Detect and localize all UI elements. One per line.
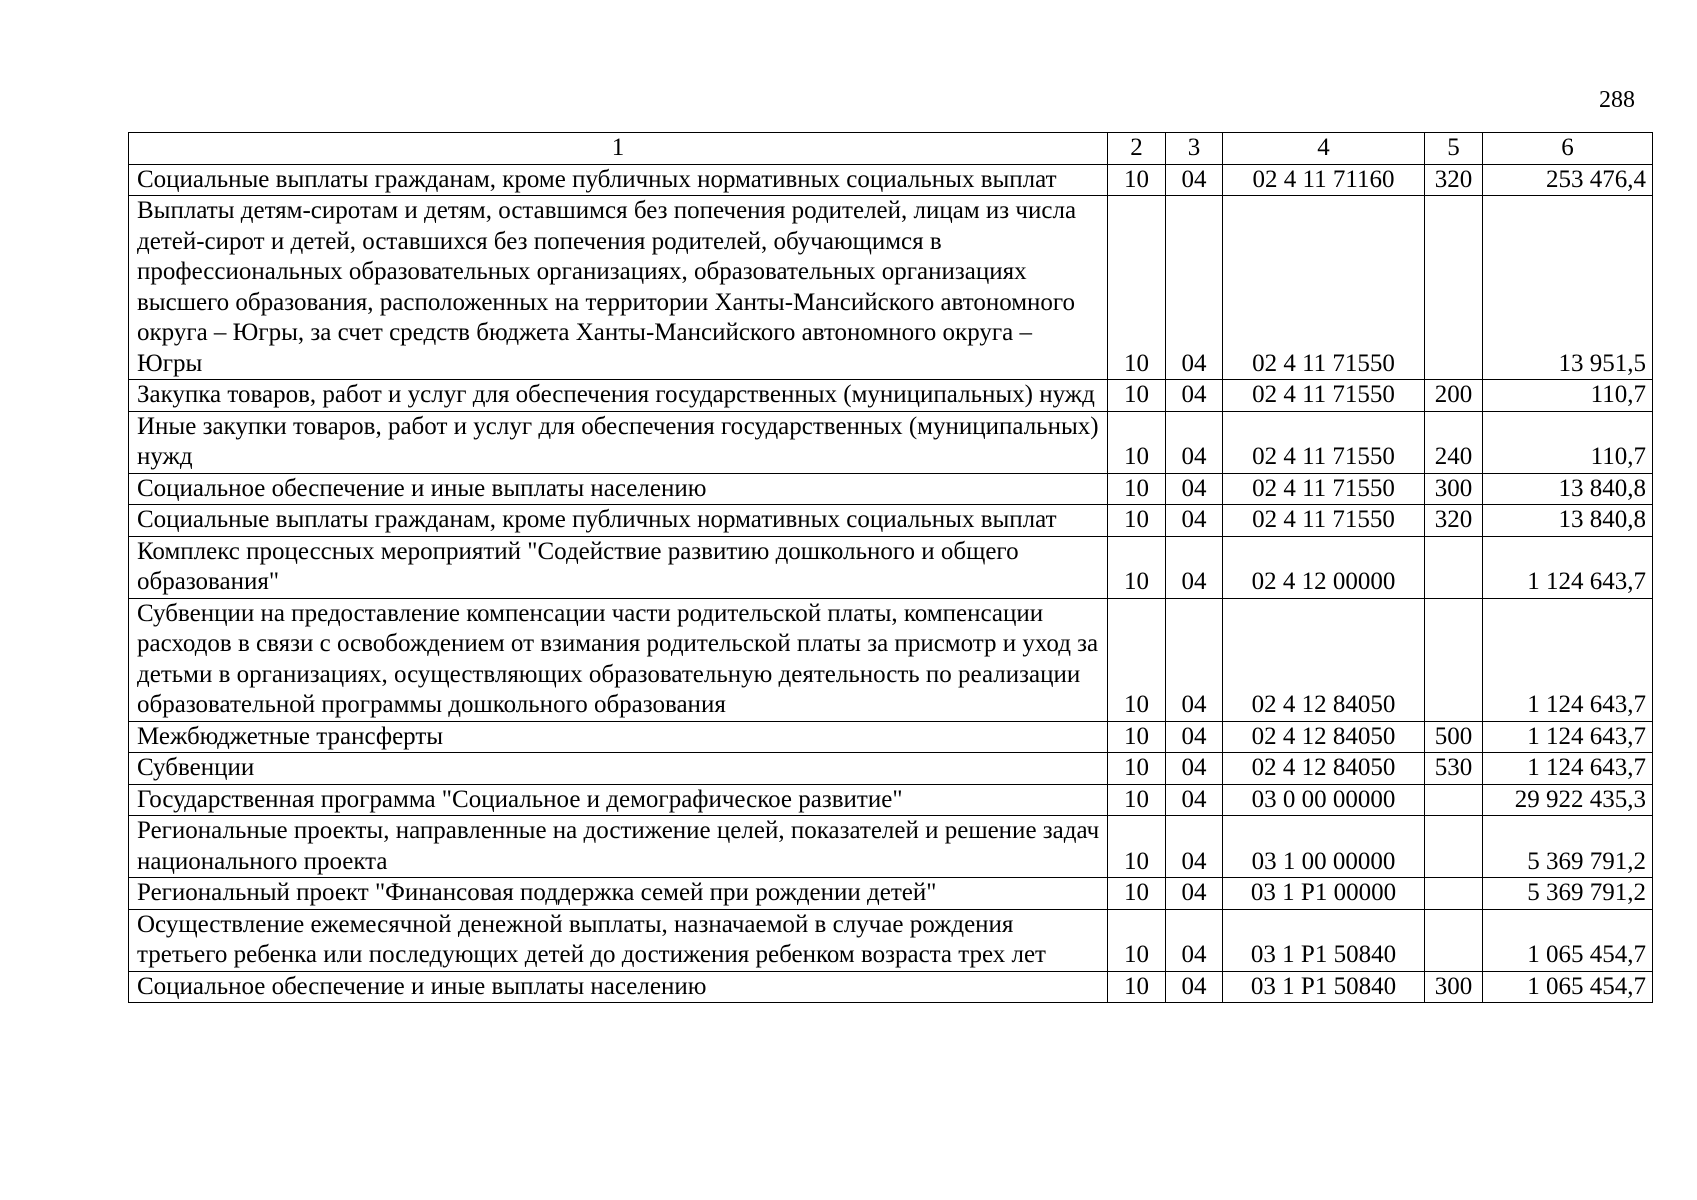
expense-type-cell: 320 bbox=[1425, 164, 1483, 196]
expense-type-cell: 300 bbox=[1425, 473, 1483, 505]
section-code-cell: 10 bbox=[1108, 411, 1166, 473]
amount-cell: 1 065 454,7 bbox=[1483, 909, 1653, 971]
amount-cell: 1 065 454,7 bbox=[1483, 971, 1653, 1003]
section-code-cell: 10 bbox=[1108, 971, 1166, 1003]
column-header: 1 bbox=[129, 133, 1108, 165]
expense-type-cell bbox=[1425, 196, 1483, 380]
amount-cell: 5 369 791,2 bbox=[1483, 878, 1653, 910]
subsection-code-cell: 04 bbox=[1166, 598, 1223, 721]
table-row bbox=[129, 909, 1653, 971]
table-row bbox=[129, 380, 1653, 412]
row-name-cell: Государственная программа "Социальное и демографическое развитие" bbox=[129, 784, 1108, 816]
expense-type-cell: 200 bbox=[1425, 380, 1483, 412]
table-row bbox=[129, 971, 1653, 1003]
section-code-cell: 10 bbox=[1108, 196, 1166, 380]
row-name-cell: Социальное обеспечение и иные выплаты населению bbox=[129, 473, 1108, 505]
target-article-cell: 02 4 12 84050 bbox=[1223, 721, 1425, 753]
row-name-cell: Субвенции на предоставление компенсации части родительской платы, компенсации расходов в связи с освобождением от взимания родительской платы за присмотр и уход за детьми в организациях, осуществляющих образовательную деятельность по реализации образовательной программы дошкольного образования bbox=[129, 598, 1108, 721]
column-header: 2 bbox=[1108, 133, 1166, 165]
section-code-cell: 10 bbox=[1108, 473, 1166, 505]
section-code-cell: 10 bbox=[1108, 909, 1166, 971]
target-article-cell: 02 4 11 71550 bbox=[1223, 411, 1425, 473]
section-code-cell: 10 bbox=[1108, 753, 1166, 785]
row-name-cell: Осуществление ежемесячной денежной выплаты, назначаемой в случае рождения третьего ребенка или последующих детей до достижения ребенком возраста трех лет bbox=[129, 909, 1108, 971]
table-row bbox=[129, 784, 1653, 816]
table-row bbox=[129, 816, 1653, 878]
table-row bbox=[129, 473, 1653, 505]
expense-type-cell bbox=[1425, 784, 1483, 816]
expense-type-cell: 240 bbox=[1425, 411, 1483, 473]
subsection-code-cell: 04 bbox=[1166, 971, 1223, 1003]
row-name-cell: Социальные выплаты гражданам, кроме публичных нормативных социальных выплат bbox=[129, 164, 1108, 196]
section-code-cell: 10 bbox=[1108, 380, 1166, 412]
amount-cell: 1 124 643,7 bbox=[1483, 598, 1653, 721]
row-name-cell: Региональный проект "Финансовая поддержка семей при рождении детей" bbox=[129, 878, 1108, 910]
section-code-cell: 10 bbox=[1108, 816, 1166, 878]
column-header: 3 bbox=[1166, 133, 1223, 165]
target-article-cell: 03 1 00 00000 bbox=[1223, 816, 1425, 878]
section-code-cell: 10 bbox=[1108, 536, 1166, 598]
amount-cell: 5 369 791,2 bbox=[1483, 816, 1653, 878]
row-name-cell: Субвенции bbox=[129, 753, 1108, 785]
expense-type-cell: 320 bbox=[1425, 505, 1483, 537]
subsection-code-cell: 04 bbox=[1166, 721, 1223, 753]
subsection-code-cell: 04 bbox=[1166, 380, 1223, 412]
target-article-cell: 02 4 11 71160 bbox=[1223, 164, 1425, 196]
expense-type-cell: 530 bbox=[1425, 753, 1483, 785]
row-name-cell: Выплаты детям-сиротам и детям, оставшимся без попечения родителей, лицам из числа детей-сирот и детей, оставшихся без попечения родителей, обучающимся в профессиональных образовательных организациях, образовательных организациях высшего образования, расположенных на территории Ханты-Мансийского автономного округа – Югры, за счет средств бюджета Ханты-Мансийского автономного округа – Югры bbox=[129, 196, 1108, 380]
amount-cell: 110,7 bbox=[1483, 411, 1653, 473]
column-header: 6 bbox=[1483, 133, 1653, 165]
amount-cell: 1 124 643,7 bbox=[1483, 753, 1653, 785]
subsection-code-cell: 04 bbox=[1166, 909, 1223, 971]
expense-type-cell: 500 bbox=[1425, 721, 1483, 753]
subsection-code-cell: 04 bbox=[1166, 196, 1223, 380]
table-row bbox=[129, 536, 1653, 598]
table-row bbox=[129, 721, 1653, 753]
target-article-cell: 02 4 11 71550 bbox=[1223, 473, 1425, 505]
table-row bbox=[129, 505, 1653, 537]
row-name-cell: Региональные проекты, направленные на достижение целей, показателей и решение задач национального проекта bbox=[129, 816, 1108, 878]
target-article-cell: 02 4 12 00000 bbox=[1223, 536, 1425, 598]
section-code-cell: 10 bbox=[1108, 784, 1166, 816]
expense-type-cell bbox=[1425, 598, 1483, 721]
target-article-cell: 03 1 Р1 50840 bbox=[1223, 971, 1425, 1003]
subsection-code-cell: 04 bbox=[1166, 411, 1223, 473]
expense-type-cell bbox=[1425, 878, 1483, 910]
target-article-cell: 03 1 Р1 00000 bbox=[1223, 878, 1425, 910]
subsection-code-cell: 04 bbox=[1166, 505, 1223, 537]
section-code-cell: 10 bbox=[1108, 878, 1166, 910]
row-name-cell: Социальные выплаты гражданам, кроме публичных нормативных социальных выплат bbox=[129, 505, 1108, 537]
target-article-cell: 02 4 11 71550 bbox=[1223, 380, 1425, 412]
column-header: 4 bbox=[1223, 133, 1425, 165]
target-article-cell: 03 1 Р1 50840 bbox=[1223, 909, 1425, 971]
subsection-code-cell: 04 bbox=[1166, 753, 1223, 785]
subsection-code-cell: 04 bbox=[1166, 816, 1223, 878]
row-name-cell: Межбюджетные трансферты bbox=[129, 721, 1108, 753]
amount-cell: 13 840,8 bbox=[1483, 505, 1653, 537]
table-row bbox=[129, 753, 1653, 785]
section-code-cell: 10 bbox=[1108, 505, 1166, 537]
amount-cell: 29 922 435,3 bbox=[1483, 784, 1653, 816]
page-number: 288 bbox=[1599, 87, 1635, 113]
table-row bbox=[129, 164, 1653, 196]
table-row bbox=[129, 598, 1653, 721]
row-name-cell: Иные закупки товаров, работ и услуг для обеспечения государственных (муниципальных) нужд bbox=[129, 411, 1108, 473]
amount-cell: 253 476,4 bbox=[1483, 164, 1653, 196]
row-name-cell: Закупка товаров, работ и услуг для обеспечения государственных (муниципальных) нужд bbox=[129, 380, 1108, 412]
column-header: 5 bbox=[1425, 133, 1483, 165]
table-row bbox=[129, 411, 1653, 473]
subsection-code-cell: 04 bbox=[1166, 164, 1223, 196]
table-row bbox=[129, 878, 1653, 910]
row-name-cell: Комплекс процессных мероприятий "Содействие развитию дошкольного и общего образования" bbox=[129, 536, 1108, 598]
budget-table bbox=[128, 132, 1653, 1003]
expense-type-cell bbox=[1425, 816, 1483, 878]
amount-cell: 1 124 643,7 bbox=[1483, 536, 1653, 598]
subsection-code-cell: 04 bbox=[1166, 878, 1223, 910]
expense-type-cell: 300 bbox=[1425, 971, 1483, 1003]
expense-type-cell bbox=[1425, 909, 1483, 971]
row-name-cell: Социальное обеспечение и иные выплаты населению bbox=[129, 971, 1108, 1003]
subsection-code-cell: 04 bbox=[1166, 536, 1223, 598]
amount-cell: 13 840,8 bbox=[1483, 473, 1653, 505]
amount-cell: 1 124 643,7 bbox=[1483, 721, 1653, 753]
target-article-cell: 03 0 00 00000 bbox=[1223, 784, 1425, 816]
target-article-cell: 02 4 11 71550 bbox=[1223, 196, 1425, 380]
table-header-row bbox=[129, 133, 1653, 165]
section-code-cell: 10 bbox=[1108, 164, 1166, 196]
target-article-cell: 02 4 12 84050 bbox=[1223, 598, 1425, 721]
section-code-cell: 10 bbox=[1108, 721, 1166, 753]
expense-type-cell bbox=[1425, 536, 1483, 598]
amount-cell: 13 951,5 bbox=[1483, 196, 1653, 380]
target-article-cell: 02 4 11 71550 bbox=[1223, 505, 1425, 537]
subsection-code-cell: 04 bbox=[1166, 784, 1223, 816]
table-row bbox=[129, 196, 1653, 380]
subsection-code-cell: 04 bbox=[1166, 473, 1223, 505]
section-code-cell: 10 bbox=[1108, 598, 1166, 721]
amount-cell: 110,7 bbox=[1483, 380, 1653, 412]
target-article-cell: 02 4 12 84050 bbox=[1223, 753, 1425, 785]
